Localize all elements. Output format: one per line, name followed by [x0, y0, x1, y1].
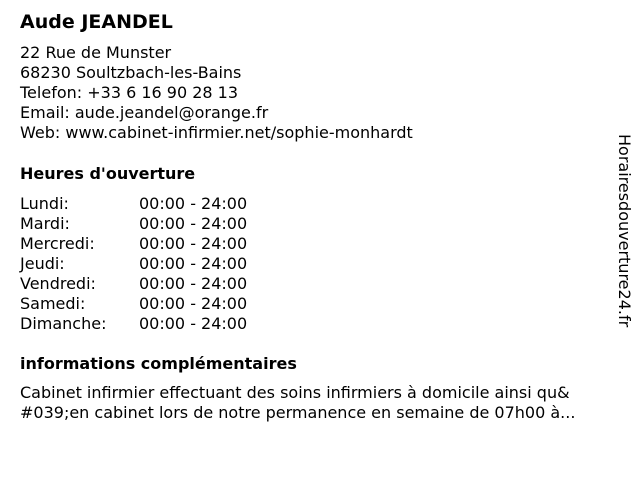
contact-block — [20, 43, 413, 143]
additional-info-text — [20, 383, 630, 423]
day-label: Mardi: — [20, 214, 70, 233]
day-label: Lundi: — [20, 194, 69, 213]
brand-watermark — [613, 134, 635, 344]
time-range: 00:00 - 24:00 — [139, 314, 248, 333]
day-label: Mercredi: — [20, 234, 95, 253]
time-range: 00:00 - 24:00 — [139, 294, 248, 313]
time-range: 00:00 - 24:00 — [139, 234, 248, 253]
day-label: Vendredi: — [20, 274, 96, 293]
additional-info-heading: informations complémentaires — [20, 354, 297, 373]
hours-row-saturday — [20, 294, 320, 314]
day-label: Jeudi: — [20, 254, 65, 273]
time-range: 00:00 - 24:00 — [139, 274, 248, 293]
hours-row-tuesday — [20, 214, 320, 234]
opening-hours-table — [20, 194, 320, 334]
email-line: Email: aude.jeandel@orange.fr — [20, 103, 269, 122]
hours-row-thursday — [20, 254, 320, 274]
phone-line: Telefon: +33 6 16 90 28 13 — [20, 83, 239, 102]
time-range: 00:00 - 24:00 — [139, 194, 248, 213]
opening-hours-heading: Heures d'ouverture — [20, 164, 196, 183]
hours-row-friday — [20, 274, 320, 294]
info-line: Cabinet infirmier effectuant des soins infirmiers à domicile ainsi qu& — [20, 383, 570, 402]
street-address: 22 Rue de Munster — [20, 43, 172, 62]
hours-row-wednesday — [20, 234, 320, 254]
city-address: 68230 Soultzbach-les-Bains — [20, 63, 242, 82]
time-range: 00:00 - 24:00 — [139, 254, 248, 273]
brand-text: Horairesdouverture24.fr — [615, 134, 634, 328]
day-label: Samedi: — [20, 294, 86, 313]
hours-row-monday — [20, 194, 320, 214]
time-range: 00:00 - 24:00 — [139, 214, 248, 233]
info-line: #039;en cabinet lors de notre permanence en semaine de 07h00 à... — [20, 403, 576, 422]
website-line: Web: www.cabinet-infirmier.net/sophie-monhardt — [20, 123, 413, 142]
business-name: Aude JEANDEL — [20, 11, 173, 33]
day-label: Dimanche: — [20, 314, 107, 333]
hours-row-sunday — [20, 314, 320, 334]
